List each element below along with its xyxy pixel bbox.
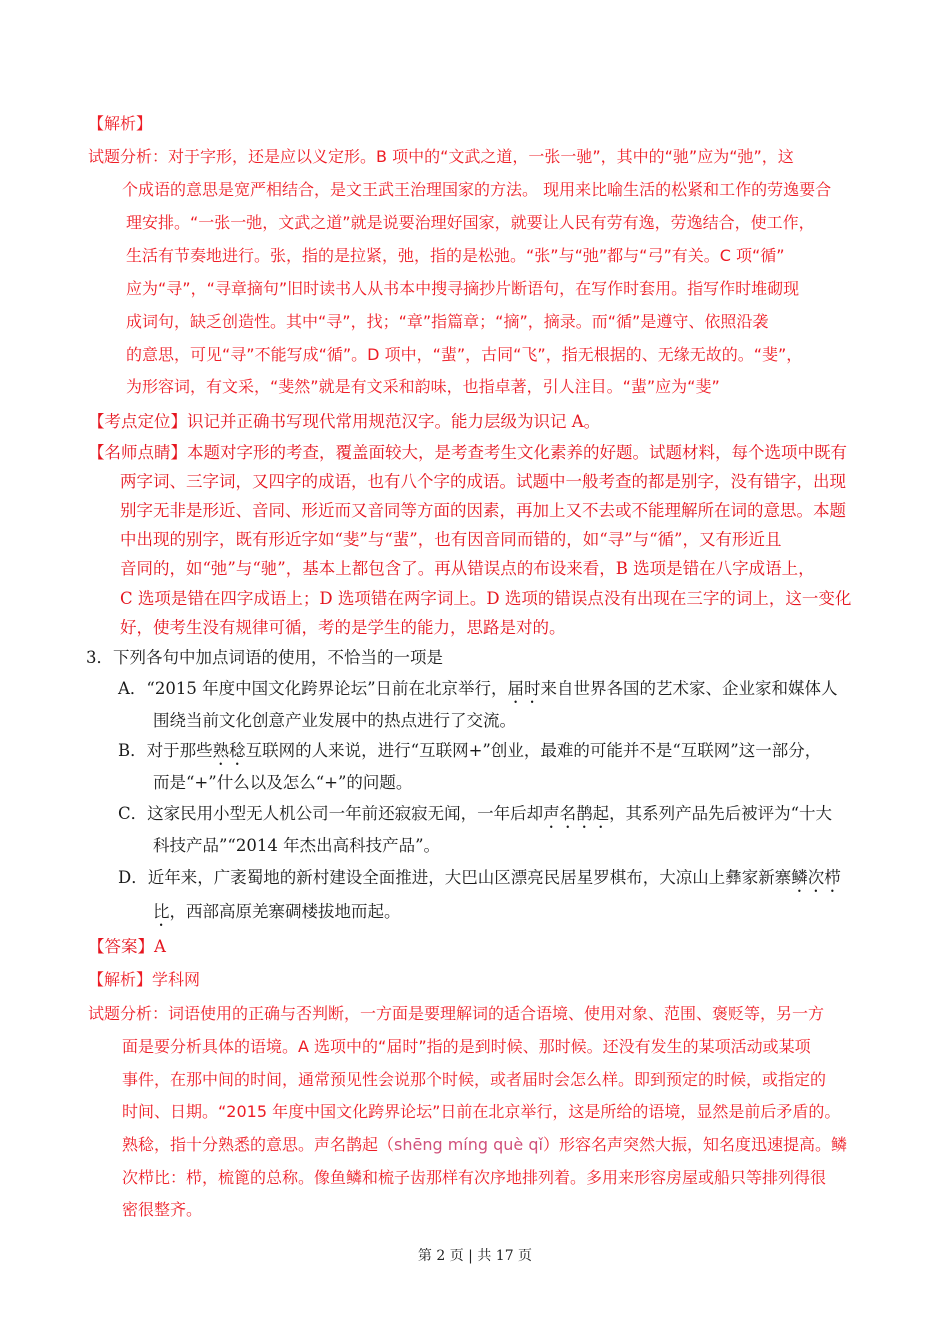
teacher-note-line — [120, 500, 846, 522]
analysis-2-line — [122, 1101, 840, 1123]
emphasized-word: 比 — [153, 902, 170, 921]
analysis-1-line — [126, 376, 720, 398]
text-segment: 熟稔，指十分熟悉的意思。声名鹊起（ — [122, 1135, 395, 1154]
text-segment: C．这家民用小型无人机公司一年前还寂寂无闻，一年后却 — [118, 804, 544, 823]
question-3-line — [153, 772, 412, 794]
analysis-1-line — [126, 212, 815, 234]
question-3-line — [118, 867, 841, 896]
analysis-2-line — [122, 1036, 811, 1058]
text-segment: 面是要分析具体的语境。A 选项中的“届时”指的是到时候、那时候。还没有发生的某项活动或某项 — [122, 1037, 811, 1056]
emphasized-word: 届时 — [507, 679, 541, 698]
teacher-note-line — [120, 471, 846, 493]
text-segment: 事件，在那中间的时间，通常预见性会说那个时候，或者届时会怎么样。即到预定的时候，或指定的 — [122, 1070, 827, 1089]
teacher-note-line — [120, 529, 781, 551]
analysis-2-line — [122, 1069, 826, 1091]
analysis-1-line — [126, 245, 785, 267]
text-segment: 中出现的别字，既有形近字如“斐”与“蜚”，也有因音同而错的，如“寻”与“循”，又有形近且 — [120, 530, 782, 549]
page-footer: 第 2 页 | 共 17 页 — [417, 1248, 533, 1264]
text-segment: 成词句，缺乏创造性。其中“寻”，找；“章”指篇章；“摘”，摘录。而“循”是遵守、依照沿袭 — [126, 312, 769, 331]
question-3-line — [153, 901, 401, 930]
analysis-1-line — [126, 278, 799, 300]
text-segment: 试题分析：对于字形，还是应以义定形。B 项中的“文武之道，一张一驰”，其中的“驰”应为“弛”，这 — [88, 147, 794, 166]
question-3-line — [118, 678, 838, 707]
answer-line — [88, 936, 166, 958]
teacher-note-line — [88, 442, 847, 464]
analysis-2-line — [88, 969, 200, 991]
text-segment: 两字词、三字词，又四字的成语，也有八个字的成语。试题中一般考查的都是别字，没有错字，出现 — [120, 472, 846, 491]
text-segment: 而是“+”什么以及怎么“+”的问题。 — [153, 773, 413, 792]
question-3-line — [86, 647, 443, 669]
teacher-note-line — [120, 558, 815, 580]
analysis-2-line — [88, 1003, 824, 1025]
emphasized-word: 声名鹊起 — [543, 804, 610, 823]
text-segment: 科技产品”“2014 年杰出高科技产品”。 — [153, 836, 441, 855]
text-segment: 好，使考生没有规律可循，考的是学生的能力，思路是对的。 — [120, 618, 566, 637]
text-segment: 【考点定位】识记并正确书写现代常用规范汉字。能力层级为识记 A。 — [88, 412, 601, 431]
text-segment: 【名师点睛】本题对字形的考查，覆盖面较大，是考查考生文化素养的好题。试题材料，每个选项中既有 — [88, 443, 847, 462]
analysis-2-line — [122, 1134, 847, 1156]
text-segment: 别字无非是形近、音同、形近而又音同等方面的因素，再加上又不去或不能理解所在词的意思。本题 — [120, 501, 846, 520]
text-segment: 【答案】A — [88, 937, 166, 956]
text-segment: 为形容词，有文采，“斐然”就是有文采和韵味，也指卓著，引人注目。“蜚”应为“斐” — [126, 377, 720, 396]
text-segment: C 选项是错在四字成语上；D 选项错在两字词上。D 选项的错误点没有出现在三字的词上，这一变化 — [120, 589, 852, 608]
text-segment: 互联网的人来说，进行“互联网+”创业，最难的可能并不是“互联网”这一部分， — [245, 741, 822, 760]
text-segment: 个成语的意思是宽严相结合，是文王武王治理国家的方法。 现用来比喻生活的松紧和工作的劳逸要合 — [122, 180, 832, 199]
text-segment: 理安排。“一张一弛，文武之道”就是说要治理好国家，就要让人民有劳有逸，劳逸结合，使工作， — [126, 213, 815, 232]
analysis-1-line — [88, 113, 152, 135]
analysis-2-line — [122, 1167, 826, 1189]
text-segment: ，其系列产品先后被评为“十大 — [609, 804, 833, 823]
pinyin-text: shēng míng què qǐ — [394, 1135, 543, 1154]
text-segment: 试题分析：词语使用的正确与否判断，一方面是要理解词的适合语境、使用对象、范围、褒贬等，另一方 — [88, 1004, 825, 1023]
question-3-line — [153, 835, 440, 857]
analysis-2-line — [122, 1199, 202, 1221]
emphasized-word: 熟稔 — [212, 741, 246, 760]
text-segment: 【解析】 — [88, 114, 153, 133]
analysis-1-line — [126, 344, 802, 366]
question-3-line — [118, 740, 821, 769]
text-segment: 3．下列各句中加点词语的使用，不恰当的一项是 — [86, 648, 443, 667]
text-segment: ，西部高原羌寨碉楼拔地而起。 — [169, 902, 401, 921]
text-segment: D．近年来，广袤蜀地的新村建设全面推进，大巴山区漂亮民居星罗棋布，大凉山上彝家新寨 — [118, 868, 792, 887]
key-point-line — [88, 411, 600, 433]
text-segment: 生活有节奏地进行。张，指的是拉紧，弛，指的是松弛。“张”与“弛”都与“弓”有关。C 项“循” — [126, 246, 785, 265]
text-segment: A．“2015 年度中国文化跨界论坛”日前在北京举行， — [118, 679, 508, 698]
question-3-line — [153, 710, 516, 732]
text-segment: 次栉比：栉，梳篦的总称。像鱼鳞和梳子齿那样有次序地排列着。多用来形容房屋或船只等排列得很 — [122, 1168, 827, 1187]
analysis-1-line — [126, 311, 768, 333]
analysis-1-line — [122, 179, 831, 201]
analysis-1-line — [88, 146, 794, 168]
teacher-note-line — [120, 588, 851, 610]
question-3-line — [118, 803, 832, 832]
text-segment: 来自世界各国的艺术家、企业家和媒体人 — [540, 679, 838, 698]
text-segment: 应为“寻”，“寻章摘句”旧时读书人从书本中搜寻摘抄片断语句，在写作时套用。指写作时堆砌现 — [126, 279, 800, 298]
text-segment: B．对于那些 — [118, 741, 213, 760]
text-segment: 【解析】学科网 — [88, 970, 201, 989]
text-segment: 的意思，可见“寻”不能写成“循”。D 项中，“蜚”，古同“飞”，指无根据的、无缘无故的。“斐”， — [126, 345, 803, 364]
text-segment: 时间、日期。“2015 年度中国文化跨界论坛”日前在北京举行，这是所给的语境，显然是前后矛盾的。 — [122, 1102, 841, 1121]
text-segment: 音同的，如“弛”与“驰”，基本上都包含了。再从错误点的布设来看，B 选项是错在八字成语上， — [120, 559, 815, 578]
text-segment: 围绕当前文化创意产业发展中的热点进行了交流。 — [153, 711, 516, 730]
text-segment: ）形容名声突然大振，知名度迅速提高。鳞 — [542, 1135, 847, 1154]
teacher-note-line — [120, 617, 566, 639]
emphasized-word: 鳞次栉 — [791, 868, 841, 887]
text-segment: 密很整齐。 — [122, 1200, 203, 1219]
